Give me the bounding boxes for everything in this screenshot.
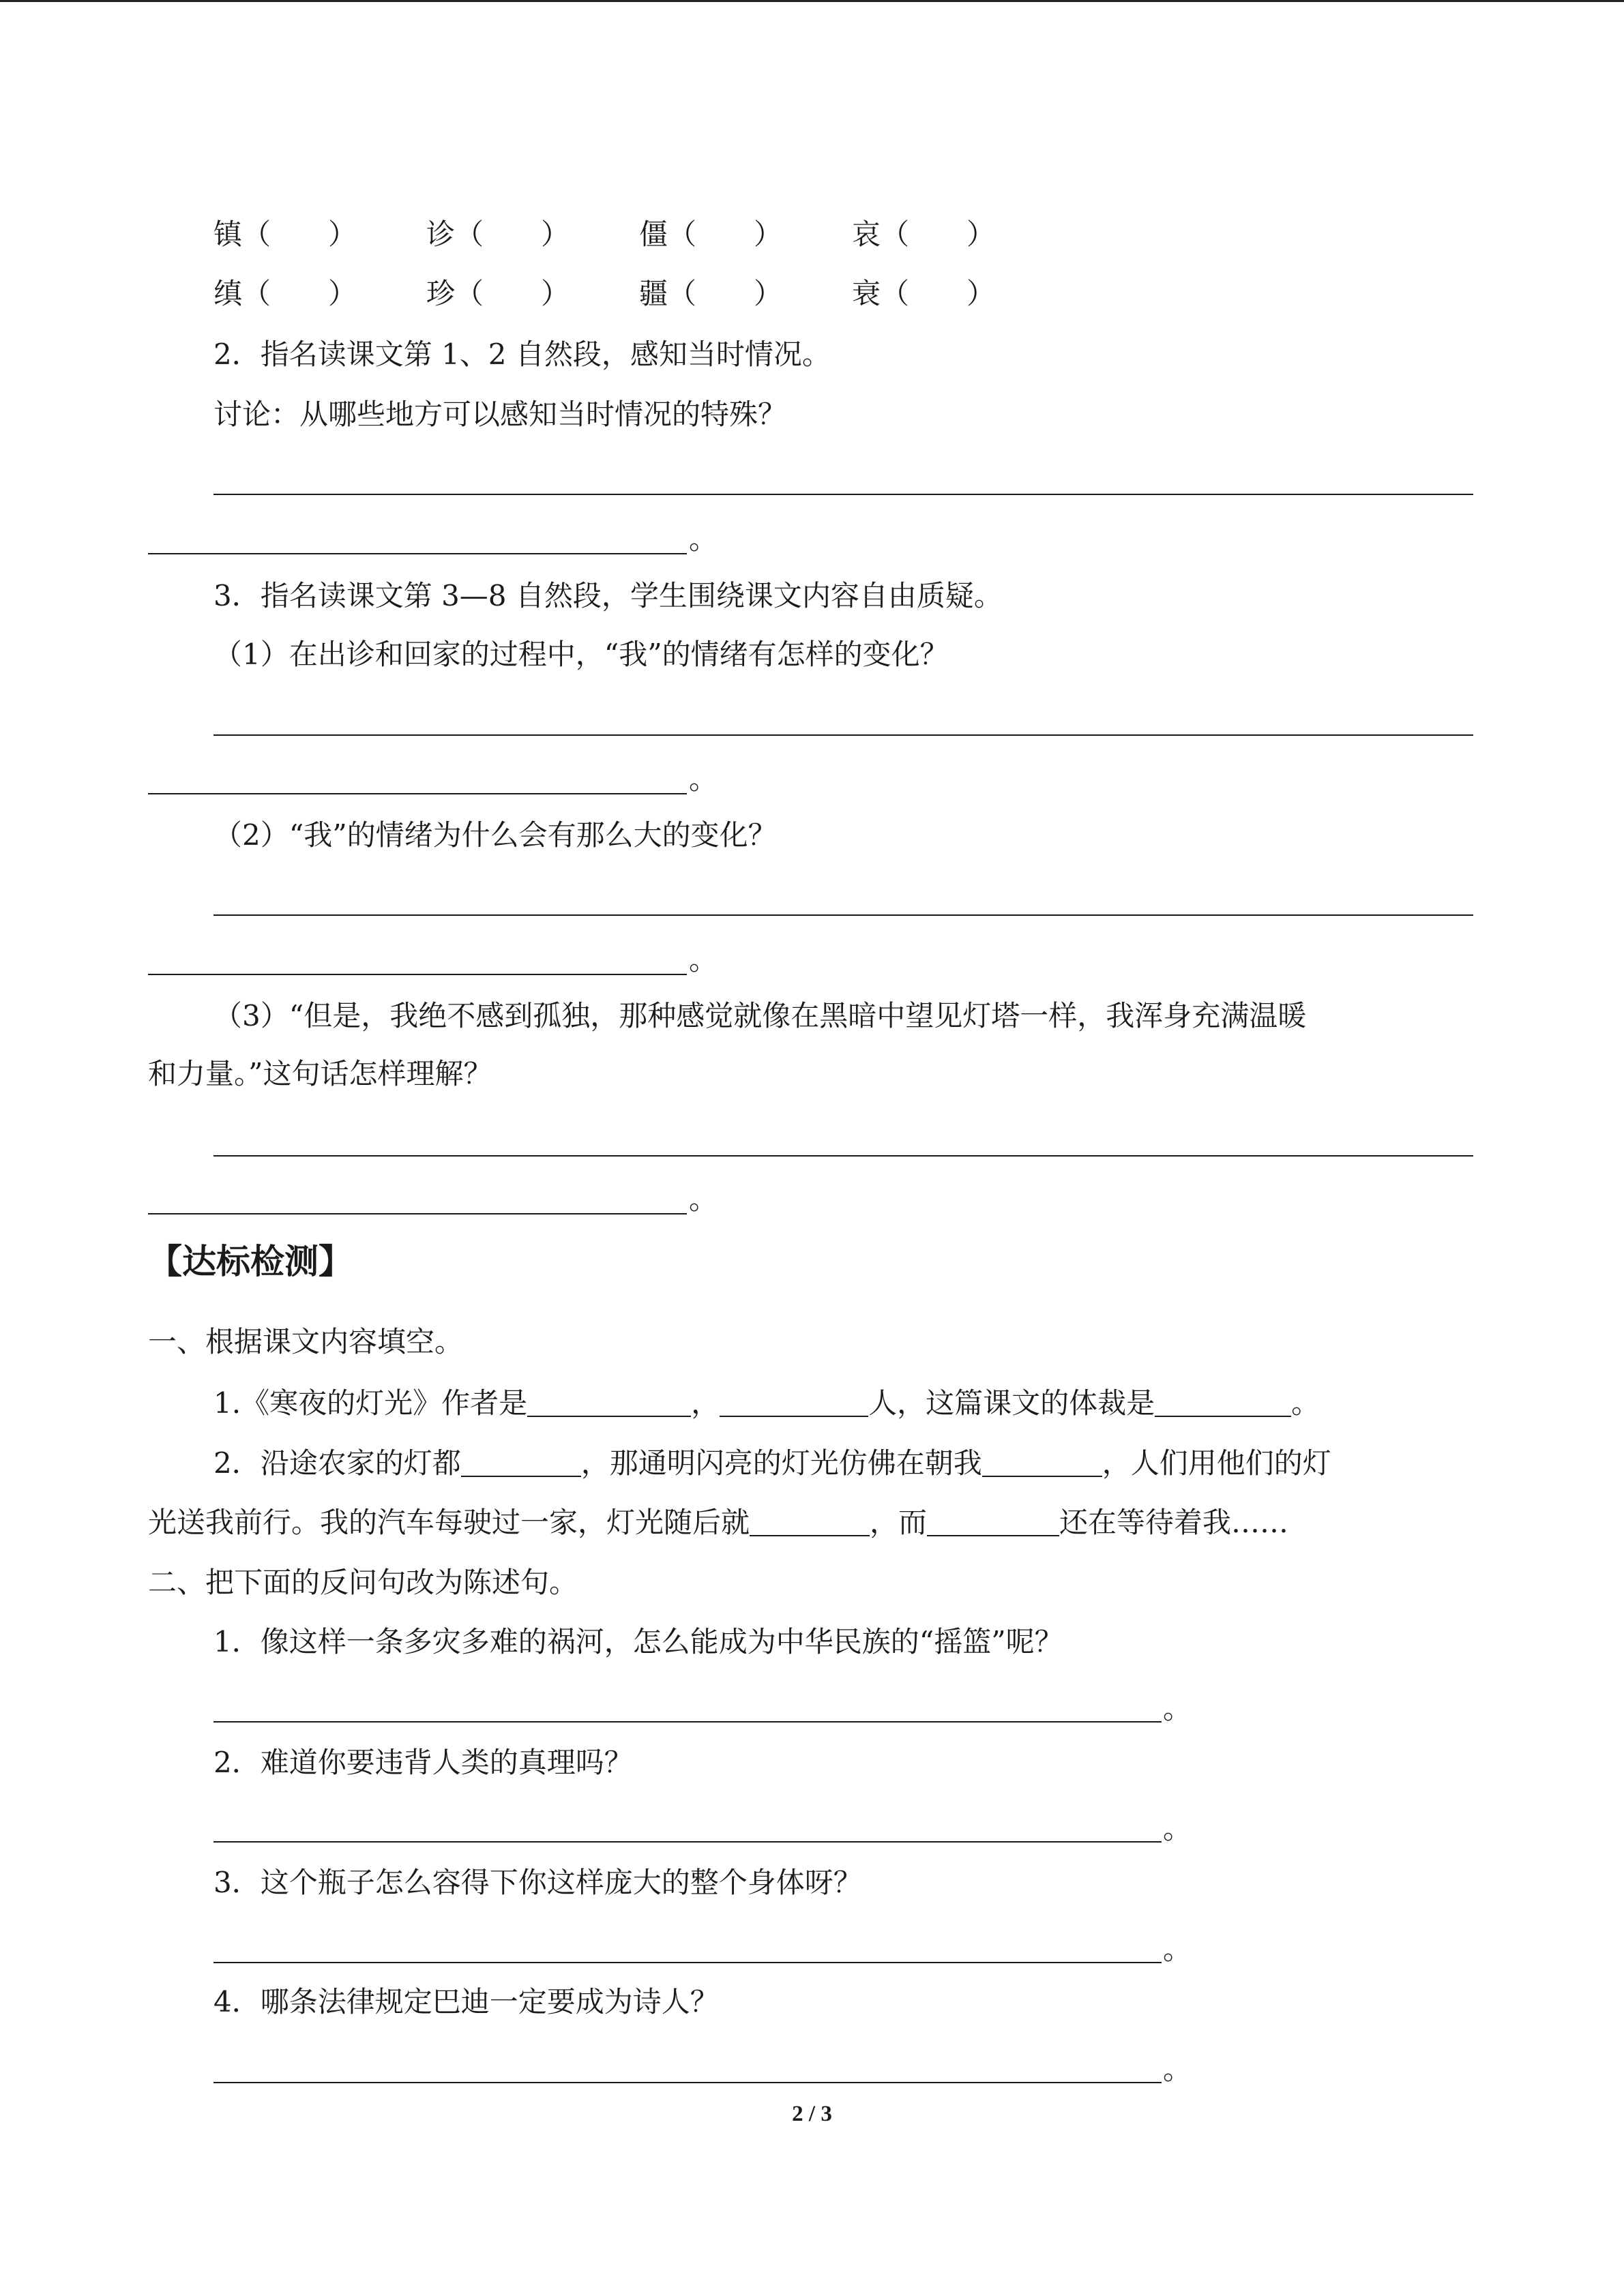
fill-2-text-e: ，而 [870,1506,928,1539]
answer-end-period: 。 [689,1182,718,1216]
rewrite-question-3: 3．这个瓶子怎么容得下你这样庞大的整个身体呀？ [213,1866,862,1899]
answer-end-period: 。 [1163,1812,1192,1845]
char-cell-ai-sorrow: 哀（ ） [852,218,996,251]
fill-2-blank-4[interactable] [927,1508,1059,1536]
part-1-title: 一、根据课文内容填空。 [148,1325,464,1358]
answer-end-period: 。 [689,762,718,796]
char-cell-zhen-diagnose: 诊（ ） [426,218,570,251]
fill-1-blank-genre[interactable] [1155,1388,1291,1417]
part-2-title: 二、把下面的反问句改为陈述句。 [148,1566,578,1599]
fill-question-2-line2 [148,1504,1288,1542]
fill-2-blank-3[interactable] [750,1508,870,1536]
fill-2-blank-1[interactable] [461,1448,581,1477]
answer-end-period: 。 [689,522,718,556]
answer-line[interactable] [213,1155,1473,1157]
char-cell-jiang-stiff: 僵（ ） [639,218,783,251]
char-cell-zhen-careful: 缜（ ） [213,277,357,310]
answer-line[interactable] [213,494,1473,495]
fill-1-text-b: ， [691,1386,720,1420]
page-top-border [0,0,1624,2]
fill-2-blank-2[interactable] [982,1448,1102,1477]
char-cell-jiang-border: 疆（ ） [639,277,783,310]
rewrite-question-2: 2．难道你要违背人类的真理吗？ [213,1746,633,1779]
answer-line[interactable] [213,1962,1162,1963]
fill-2-text-a: 2．沿途农家的灯都 [213,1446,461,1480]
rewrite-question-1: 1．像这样一条多灾多难的祸河，怎么能成为中华民族的“摇篮”呢？ [213,1625,1063,1658]
answer-end-period: 。 [1163,2053,1192,2086]
fill-2-text-b: ，那通明闪亮的灯光仿佛在朝我 [580,1446,982,1480]
answer-end-period: 。 [1163,1933,1192,1966]
question-2-discussion: 讨论：从哪些地方可以感知当时情况的特殊？ [213,398,787,431]
question-2: 2．指名读课文第 1、2 自然段，感知当时情况。 [213,338,831,371]
answer-line[interactable] [213,2082,1162,2083]
fill-1-blank-author[interactable] [527,1388,691,1417]
char-cell-zhen-treasure: 珍（ ） [426,277,570,310]
rewrite-question-4: 4．哪条法律规定巴迪一定要成为诗人？ [213,1985,719,2018]
fill-2-text-c: ，人们用他们的灯 [1102,1446,1331,1480]
answer-line[interactable] [213,734,1473,736]
fill-2-text-f: 还在等待着我…… [1059,1506,1289,1539]
answer-line[interactable] [148,793,687,794]
question-3-3-line1: （3）“但是，我绝不感到孤独，那种感觉就像在黑暗中望见灯塔一样，我浑身充满温暖 [213,999,1307,1032]
answer-line[interactable] [148,974,687,975]
section-heading-check: 【达标检测】 [148,1242,353,1281]
answer-line[interactable] [148,553,687,554]
answer-line[interactable] [213,1841,1162,1843]
char-cell-zhen-town: 镇（ ） [213,218,357,251]
question-3: 3．指名读课文第 3—8 自然段，学生围绕课文内容自由质疑。 [213,579,1003,612]
question-3-1: （1）在出诊和回家的过程中，“我”的情绪有怎样的变化？ [213,638,949,671]
question-3-3-line2: 和力量。”这句话怎样理解？ [148,1057,492,1090]
answer-line[interactable] [213,1721,1162,1723]
fill-1-blank-hometown[interactable] [720,1388,868,1417]
answer-end-period: 。 [689,943,718,976]
fill-1-text-c: 人，这篇课文的体裁是 [868,1386,1155,1420]
fill-question-2-line1 [213,1444,1331,1482]
fill-1-text-a: 1.《寒夜的灯光》作者是 [213,1386,528,1420]
char-cell-shuai-decline: 衰（ ） [852,277,996,310]
answer-end-period: 。 [1163,1692,1192,1725]
answer-line[interactable] [148,1213,687,1214]
answer-line[interactable] [213,914,1473,916]
fill-1-text-d: 。 [1291,1386,1320,1420]
fill-2-text-d: 光送我前行。我的汽车每驶过一家，灯光随后就 [148,1506,750,1539]
page-number: 2 / 3 [792,2102,832,2126]
fill-question-1 [213,1384,1320,1422]
question-3-2: （2）“我”的情绪为什么会有那么大的变化？ [213,818,777,852]
